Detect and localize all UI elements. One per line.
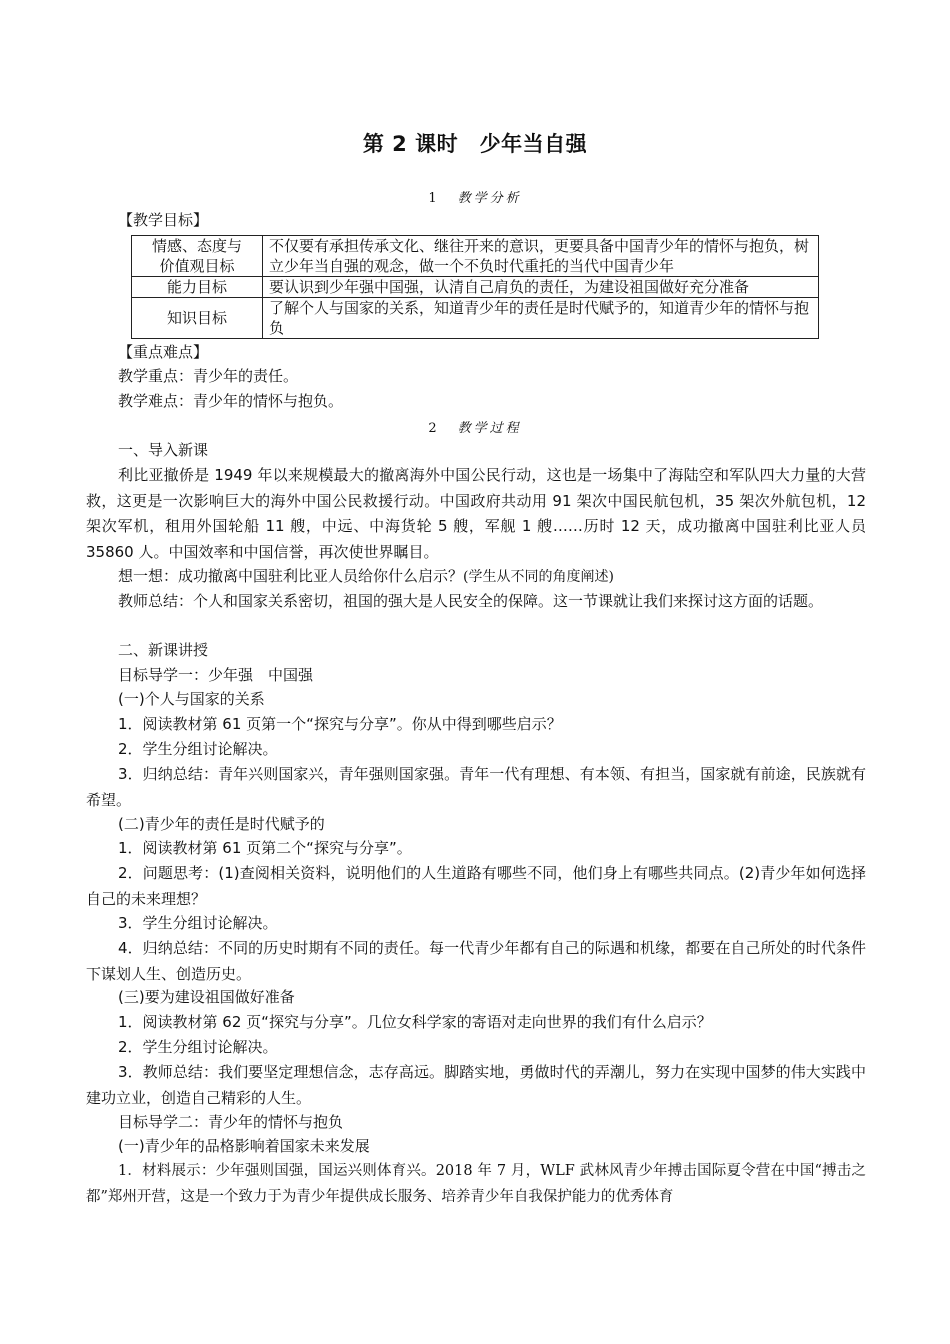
teaching-goals-table [131, 235, 819, 339]
sub1-heading: (一)个人与国家的关系 [118, 690, 265, 708]
part2-heading: 二、新课讲授 [118, 641, 209, 659]
difficult-point: 教学难点：青少年的情怀与抱负。 [118, 392, 344, 410]
list-item: 1．阅读教材第 61 页第一个“探究与分享”。你从中得到哪些启示？ [118, 715, 562, 733]
key-point: 教学重点：青少年的责任。 [118, 367, 299, 385]
goal-content-emotion: 不仅要有承担传承文化、继往开来的意识，更要具备中国青少年的情怀与抱负，树立少年当自强的观念，做一个不负时代重托的当代中国青少年 [263, 236, 819, 277]
list-item: 2．学生分组讨论解决。 [118, 1038, 278, 1056]
goal-label-knowledge: 知识目标 [132, 298, 263, 339]
lesson-title: 第 2 课时 少年当自强 [362, 132, 588, 156]
part1-heading: 一、导入新课 [118, 441, 209, 459]
goal-label-emotion [132, 236, 263, 277]
teacher-summary-intro: 教师总结：个人和国家关系密切，祖国的强大是人民安全的保障。这一节课就让我们来探讨这方面的话题。 [118, 592, 824, 610]
goal1-heading: 目标导学一：少年强 中国强 [118, 666, 314, 684]
sub2-heading: (二)青少年的责任是时代赋予的 [118, 815, 325, 833]
sub3-heading: (三)要为建设祖国做好准备 [118, 988, 295, 1006]
list-item: 1．材料展示：少年强则国强，国运兴则体育兴。2018 年 7 月，WLF 武林风青少年搏击国际夏令营在中国“搏击之都”郑州开营，这是一个致力于为青少年提供成长服务、培养青少年自我保护能力的优秀体育 [86, 1163, 866, 1205]
think-prompt [118, 564, 866, 591]
section-label: 教学过程 [457, 421, 522, 436]
goal-label-line: 情感、态度与 [151, 237, 242, 255]
goal2-heading: 目标导学二：青少年的情怀与抱负 [118, 1113, 344, 1131]
list-item: 2．问题思考：(1)查阅相关资料，说明他们的人生道路有哪些不同，他们身上有哪些共同点。(2)青少年如何选择自己的未来理想？ [86, 864, 866, 908]
sub4-heading: (一)青少年的品格影响着国家未来发展 [118, 1137, 370, 1155]
section-heading-analysis [0, 187, 950, 206]
section-number: 1 [428, 191, 440, 206]
think-note: (学生从不同的角度阐述) [463, 569, 614, 585]
key-points-heading: 【重点难点】 [118, 343, 209, 361]
list-item: 2．学生分组讨论解决。 [118, 740, 278, 758]
goal-label-ability: 能力目标 [132, 277, 263, 298]
think-text: 想一想：成功撤离中国驻利比亚人员给你什么启示？ [118, 567, 464, 585]
list-item: 1．阅读教材第 61 页第二个“探究与分享”。 [118, 839, 412, 857]
goal-content-ability: 要认识到少年强中国强，认清自己肩负的责任，为建设祖国做好充分准备 [263, 277, 819, 298]
section-number: 2 [428, 421, 440, 436]
list-item: 3．归纳总结：青年兴则国家兴，青年强则国家强。青年一代有理想、有本领、有担当，国家就有前途，民族就有希望。 [86, 765, 866, 809]
goal-content-knowledge: 了解个人与国家的关系，知道青少年的责任是时代赋予的，知道青少年的情怀与抱负 [263, 298, 819, 339]
list-item: 1．阅读教材第 62 页“探究与分享”。几位女科学家的寄语对走向世界的我们有什么启示？ [118, 1013, 712, 1031]
goal-label-line: 价值观目标 [159, 257, 235, 275]
section-heading-process [0, 417, 950, 436]
section-label: 教学分析 [457, 191, 522, 206]
goals-heading: 【教学目标】 [118, 211, 209, 229]
list-item: 3．教师总结：我们要坚定理想信念，志存高远。脚踏实地，勇做时代的弄潮儿，努力在实现中国梦的伟大实践中建功立业，创造自己精彩的人生。 [86, 1063, 866, 1107]
table-row [132, 236, 819, 277]
table-row [132, 277, 819, 298]
intro-paragraph: 利比亚撤侨是 1949 年以来规模最大的撤离海外中国公民行动，这也是一场集中了海陆空和军队四大力量的大营救，这更是一次影响巨大的海外中国公民救援行动。中国政府共动用 91 架次中国民航包机，35 架次外航包机，12 架次军机，租用外国轮船 11 艘，中远、中海货轮 5 艘，军舰 1 艘……历时 12 天，成功撤离中国驻利比亚人员 35860 人。中国效率和中国信誉，再次使世界瞩目。 [86, 466, 866, 561]
table-row [132, 298, 819, 339]
list-item: 3．学生分组讨论解决。 [118, 914, 278, 932]
list-item: 4．归纳总结：不同的历史时期有不同的责任。每一代青少年都有自己的际遇和机缘，都要在自己所处的时代条件下谋划人生、创造历史。 [86, 939, 866, 983]
